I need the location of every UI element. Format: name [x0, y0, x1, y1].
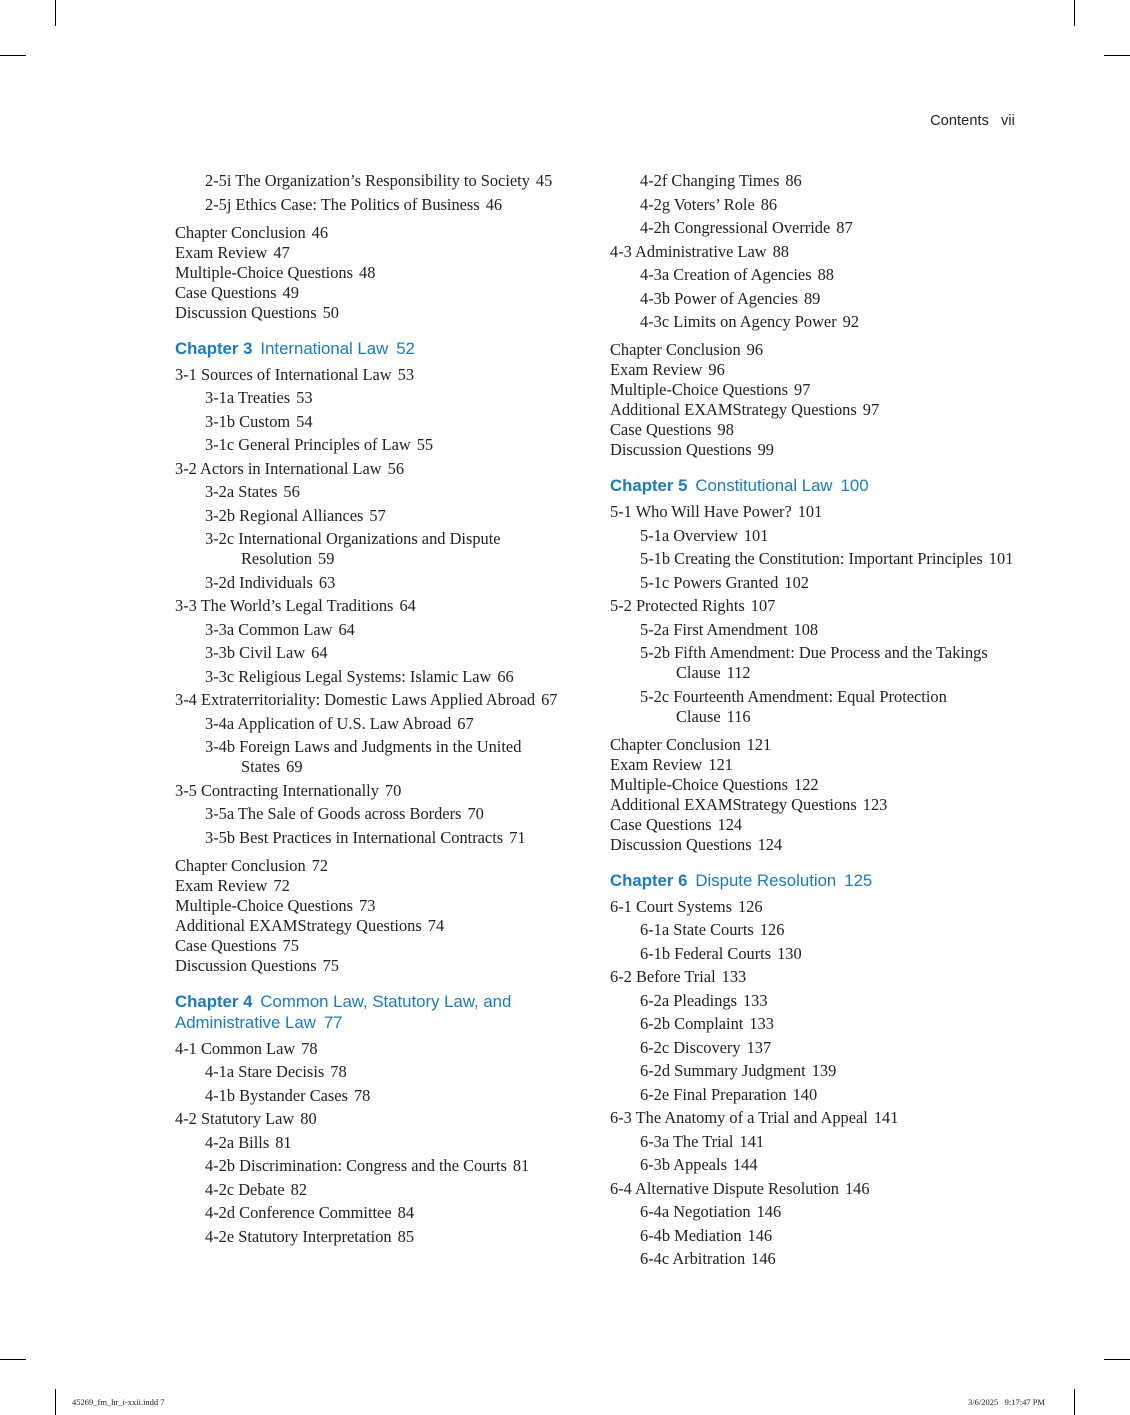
entry-title: Chapter Conclusion — [610, 734, 741, 754]
entry-title: Multiple-Choice Questions — [175, 895, 354, 915]
entry-title: 6-2e Final Preparation — [640, 1084, 787, 1104]
page-ref: 107 — [750, 596, 776, 615]
page-ref: 73 — [359, 895, 376, 915]
page-ref: 121 — [708, 754, 733, 774]
entry-title: 4-2a Bills — [205, 1132, 270, 1152]
slug-filename: 45269_fm_hr_i-xxii.indd 7 — [72, 1397, 165, 1407]
entry-title: Case Questions — [175, 935, 277, 955]
page-ref: 146 — [751, 1249, 776, 1268]
toc-subsection-entry — [610, 1132, 1020, 1152]
toc-subsection-entry — [175, 529, 585, 569]
page-ref: 53 — [397, 364, 415, 384]
entry-title: Exam Review — [175, 875, 268, 895]
crop-mark — [0, 55, 26, 56]
end-matter-entry — [610, 795, 1020, 815]
entry-title: 6-2a Pleadings — [640, 990, 737, 1010]
end-matter-entry — [610, 420, 1020, 440]
entry-title: 3-3c Religious Legal Systems: Islamic Law — [205, 666, 492, 686]
entry-title: Multiple-Choice Questions — [610, 774, 789, 794]
page-ref: 78 — [301, 1038, 318, 1058]
page-ref: 89 — [803, 288, 821, 308]
crop-mark — [55, 0, 56, 26]
entry-title: 3-1c General Principles of Law — [205, 435, 411, 454]
toc-subsection-entry — [175, 667, 585, 687]
page-ref: 49 — [282, 282, 299, 302]
page-ref: 122 — [794, 774, 819, 794]
toc-subsection-entry — [175, 828, 585, 848]
toc-section-entry — [175, 365, 585, 385]
entry-title: 3-2b Regional Alliances — [205, 505, 364, 525]
toc-subsection-entry — [610, 944, 1020, 964]
page-ref: 116 — [726, 706, 751, 726]
entry-title: Discussion Questions — [175, 955, 317, 975]
toc-section-entry — [175, 1039, 585, 1059]
page-ref: 144 — [732, 1155, 758, 1174]
entry-title: Additional EXAMStrategy Questions — [610, 794, 857, 814]
page-ref: 80 — [300, 1109, 317, 1128]
entry-title: Multiple-Choice Questions — [610, 380, 789, 399]
page-ref: 96 — [746, 340, 764, 359]
entry-title: 4-2f Changing Times — [640, 171, 780, 190]
entry-title: 4-1a Stare Decisis — [205, 1062, 325, 1081]
entry-title: Exam Review — [175, 242, 268, 262]
toc-subsection-entry — [610, 1249, 1020, 1269]
page-ref: 81 — [512, 1156, 530, 1175]
entry-title: 3-3b Civil Law — [205, 643, 306, 662]
page-ref: 101 — [743, 525, 769, 545]
entry-title: Case Questions — [610, 420, 712, 439]
page-ref: 78 — [330, 1062, 347, 1081]
toc-subsection-entry — [610, 1202, 1020, 1222]
entry-title: 6-2b Complaint — [640, 1014, 744, 1033]
page-ref: 100 — [840, 476, 869, 495]
toc-right-column — [610, 171, 1020, 1269]
page-ref: 140 — [792, 1084, 818, 1104]
toc-section-entry — [610, 1108, 1020, 1128]
entry-title: 3-1a Treaties — [205, 388, 291, 407]
chapter-title: International Law — [260, 338, 389, 358]
toc-section-entry — [610, 242, 1020, 262]
entry-title: Discussion Questions — [610, 440, 752, 459]
entry-title: 3-5 Contracting Internationally — [175, 780, 379, 800]
entry-title: 3-2a States — [205, 482, 278, 501]
entry-title: 6-4a Negotiation — [640, 1202, 751, 1221]
entry-title: 6-3a The Trial — [640, 1131, 734, 1151]
running-head — [930, 113, 1015, 129]
toc-subsection-entry — [175, 1133, 585, 1153]
entry-title: 4-2c Debate — [205, 1179, 285, 1199]
toc-subsection-entry — [175, 195, 585, 215]
toc-subsection-entry — [610, 920, 1020, 940]
end-matter-entry — [175, 223, 585, 243]
page-ref: 74 — [427, 915, 445, 935]
entry-title: 2-5i The Organization’s Responsibility to Society — [205, 171, 530, 190]
chapter-number: Chapter 4 — [175, 991, 253, 1011]
chapter-title: Dispute Resolution — [695, 870, 837, 890]
page-ref: 46 — [485, 194, 503, 214]
page-ref: 98 — [717, 420, 734, 439]
entry-title: 5-2c Fourteenth Amendment: Equal Protection Clause — [640, 686, 947, 726]
toc-subsection-entry — [610, 1085, 1020, 1105]
page-ref: 77 — [323, 1012, 343, 1032]
entry-title: Chapter Conclusion — [175, 855, 306, 875]
page-ref: 70 — [384, 780, 402, 800]
page-number: vii — [1001, 113, 1015, 129]
entry-title: Case Questions — [610, 814, 712, 834]
entry-title: 5-1b Creating the Constitution: Important Principles — [640, 549, 983, 568]
toc-subsection-entry — [175, 620, 585, 640]
end-matter-entry — [175, 916, 585, 936]
page-ref: 86 — [785, 171, 802, 190]
crop-mark — [0, 1359, 26, 1360]
page-ref: 146 — [844, 1178, 870, 1198]
end-matter-entry — [610, 400, 1020, 420]
entry-title: Discussion Questions — [610, 834, 752, 854]
page-ref: 63 — [318, 572, 336, 592]
chapter-number: Chapter 5 — [610, 476, 688, 495]
toc-subsection-entry — [175, 482, 585, 502]
page-ref: 45 — [535, 171, 553, 190]
entry-title: 6-1 Court Systems — [610, 896, 733, 916]
page-ref: 124 — [717, 814, 743, 834]
entry-title: Additional EXAMStrategy Questions — [610, 400, 857, 419]
end-matter-entry — [175, 896, 585, 916]
entry-title: 6-3b Appeals — [640, 1155, 727, 1174]
crop-mark — [1104, 1359, 1130, 1360]
page-ref: 133 — [742, 990, 768, 1010]
toc-section-entry — [610, 1179, 1020, 1199]
page-ref: 75 — [322, 955, 339, 975]
page-ref: 133 — [749, 1014, 774, 1033]
page-ref: 56 — [283, 482, 300, 501]
page-ref: 130 — [777, 943, 802, 963]
end-matter-entry — [610, 755, 1020, 775]
toc-subsection-entry — [175, 1086, 585, 1106]
crop-mark — [55, 1389, 56, 1415]
entry-title: 4-1 Common Law — [175, 1038, 296, 1058]
entry-title: Chapter Conclusion — [610, 340, 741, 359]
entry-title: 5-1c Powers Granted — [640, 572, 779, 592]
entry-title: 4-3c Limits on Agency Power — [640, 312, 837, 331]
page-ref: 72 — [273, 875, 290, 895]
entry-title: 6-4 Alternative Dispute Resolution — [610, 1178, 839, 1198]
chapter-heading — [175, 991, 585, 1033]
page-ref: 47 — [273, 242, 290, 262]
entry-title: 3-2 Actors in International Law — [175, 458, 382, 478]
entry-title: 5-1a Overview — [640, 525, 738, 545]
entry-title: 4-1b Bystander Cases — [205, 1085, 348, 1105]
toc-section-entry — [610, 596, 1020, 616]
end-matter-entry — [175, 303, 585, 323]
page-ref: 112 — [726, 663, 751, 682]
entry-title: 4-2g Voters’ Role — [640, 194, 755, 214]
page-ref: 121 — [746, 734, 772, 754]
entry-title: 5-2 Protected Rights — [610, 596, 745, 615]
page-ref: 97 — [794, 380, 811, 399]
entry-title: 3-2c International Organizations and Dispute Resolution — [205, 529, 501, 568]
chapter-heading — [610, 475, 1020, 496]
toc-section-entry — [175, 690, 585, 710]
page-ref: 137 — [746, 1037, 772, 1057]
toc-subsection-entry — [175, 737, 585, 777]
entry-title: 6-2d Summary Judgment — [640, 1061, 806, 1080]
page-ref: 146 — [747, 1225, 773, 1245]
end-matter-entry — [610, 380, 1020, 400]
toc-subsection-entry — [175, 1203, 585, 1223]
end-matter-entry — [175, 956, 585, 976]
entry-title: 5-2a First Amendment — [640, 619, 788, 639]
toc-subsection-entry — [610, 687, 1020, 727]
page-ref: 64 — [338, 619, 355, 639]
toc-section-entry — [175, 1109, 585, 1129]
toc-section-entry — [175, 781, 585, 801]
toc-subsection-entry — [610, 312, 1020, 332]
toc-subsection-entry — [175, 1180, 585, 1200]
toc-section-entry — [175, 596, 585, 616]
entry-title: 3-5b Best Practices in International Contracts — [205, 827, 504, 847]
page-ref: 64 — [399, 596, 416, 615]
page-ref: 108 — [793, 619, 819, 639]
toc-left-column — [175, 171, 585, 1247]
page-ref: 97 — [862, 400, 880, 419]
page-ref: 85 — [397, 1226, 415, 1246]
entry-title: 6-2 Before Trial — [610, 967, 716, 986]
page-ref: 57 — [369, 505, 386, 525]
page-ref: 101 — [988, 549, 1014, 568]
page-ref: 78 — [353, 1085, 371, 1105]
page-ref: 71 — [509, 827, 526, 847]
entry-title: 3-4a Application of U.S. Law Abroad — [205, 713, 452, 733]
page-ref: 69 — [286, 757, 303, 776]
toc-subsection-entry — [610, 1226, 1020, 1246]
entry-title: 3-3a Common Law — [205, 619, 333, 639]
toc-subsection-entry — [610, 526, 1020, 546]
page-ref: 124 — [757, 834, 783, 854]
page-ref: 87 — [836, 218, 853, 237]
entry-title: 6-2c Discovery — [640, 1037, 741, 1057]
page-ref: 133 — [721, 967, 747, 986]
crop-mark — [1104, 55, 1130, 56]
end-matter-entry — [175, 243, 585, 263]
entry-title: Chapter Conclusion — [175, 222, 306, 242]
page-ref: 59 — [318, 549, 335, 568]
toc-section-entry — [610, 897, 1020, 917]
page-ref: 50 — [322, 302, 339, 322]
page-ref: 75 — [282, 935, 299, 955]
toc-subsection-entry — [175, 643, 585, 663]
entry-title: Multiple-Choice Questions — [175, 262, 354, 282]
end-matter-entry — [610, 835, 1020, 855]
page-ref: 67 — [457, 713, 474, 733]
page-ref: 126 — [738, 896, 763, 916]
page-ref: 123 — [862, 794, 888, 814]
page-ref: 125 — [844, 870, 873, 890]
toc-section-entry — [175, 459, 585, 479]
entry-title: 5-2b Fifth Amendment: Due Process and the Takings Clause — [640, 643, 988, 682]
end-matter-entry — [175, 876, 585, 896]
entry-title: 4-3a Creation of Agencies — [640, 265, 812, 284]
toc-subsection-entry — [610, 1038, 1020, 1058]
entry-title: Exam Review — [610, 754, 703, 774]
entry-title: 3-3 The World’s Legal Traditions — [175, 596, 394, 615]
page-ref: 126 — [759, 920, 785, 939]
entry-title: 3-4b Foreign Laws and Judgments in the United States — [205, 737, 522, 776]
entry-title: 6-4c Arbitration — [640, 1249, 746, 1268]
toc-subsection-entry — [610, 549, 1020, 569]
entry-title: 3-1b Custom — [205, 411, 291, 431]
entry-title: 3-5a The Sale of Goods across Borders — [205, 804, 462, 823]
end-matter-entry — [610, 360, 1020, 380]
toc-subsection-entry — [610, 195, 1020, 215]
entry-title: Case Questions — [175, 282, 277, 302]
slug-timestamp: 3/6/2025 9:17:47 PM — [968, 1397, 1045, 1407]
toc-subsection-entry — [175, 714, 585, 734]
end-matter-entry — [610, 440, 1020, 460]
page-ref: 84 — [397, 1203, 415, 1222]
page-ref: 70 — [467, 804, 484, 823]
toc-section-entry — [610, 502, 1020, 522]
page-ref: 141 — [873, 1108, 899, 1127]
toc-subsection-entry — [610, 573, 1020, 593]
crop-mark — [1074, 1389, 1075, 1415]
entry-title: 5-1 Who Will Have Power? — [610, 502, 792, 521]
chapter-heading — [610, 870, 1020, 891]
page-ref: 72 — [311, 855, 329, 875]
page-ref: 81 — [275, 1132, 292, 1152]
entry-title: 2-5j Ethics Case: The Politics of Business — [205, 194, 480, 214]
toc-subsection-entry — [175, 171, 585, 191]
toc-subsection-entry — [610, 171, 1020, 191]
entry-title: 3-1 Sources of International Law — [175, 364, 392, 384]
end-matter-entry — [175, 936, 585, 956]
toc-subsection-entry — [175, 435, 585, 455]
end-matter-entry — [610, 735, 1020, 755]
toc-subsection-entry — [175, 1227, 585, 1247]
entry-title: 4-2b Discrimination: Congress and the Courts — [205, 1156, 507, 1175]
toc-subsection-entry — [610, 991, 1020, 1011]
toc-section-entry — [610, 967, 1020, 987]
chapter-number: Chapter 6 — [610, 870, 688, 890]
page-ref: 86 — [760, 194, 778, 214]
page-ref: 88 — [772, 241, 789, 261]
page-ref: 82 — [290, 1179, 308, 1199]
page-ref: 102 — [784, 572, 809, 592]
page-ref: 139 — [811, 1061, 837, 1080]
end-matter-entry — [610, 815, 1020, 835]
toc-subsection-entry — [610, 620, 1020, 640]
running-head-title: Contents — [930, 113, 989, 129]
page-ref: 46 — [311, 222, 329, 242]
entry-title: Additional EXAMStrategy Questions — [175, 915, 422, 935]
page-ref: 66 — [497, 666, 514, 686]
toc-subsection-entry — [610, 643, 1020, 683]
entry-title: 3-4 Extraterritoriality: Domestic Laws Applied Abroad — [175, 690, 536, 709]
entry-title: 4-2e Statutory Interpretation — [205, 1226, 392, 1246]
end-matter-entry — [175, 856, 585, 876]
toc-subsection-entry — [175, 1156, 585, 1176]
entry-title: 6-1a State Courts — [640, 920, 754, 939]
end-matter-entry — [610, 340, 1020, 360]
page-ref: 92 — [842, 312, 860, 331]
toc-subsection-entry — [175, 804, 585, 824]
toc-subsection-entry — [175, 573, 585, 593]
chapter-title: Common Law, Statutory Law, and Administrative Law — [175, 991, 512, 1032]
toc-subsection-entry — [175, 1062, 585, 1082]
page-ref: 141 — [739, 1131, 765, 1151]
entry-title: Exam Review — [610, 360, 703, 379]
toc-subsection-entry — [610, 1061, 1020, 1081]
page-ref: 88 — [817, 265, 834, 284]
page-ref: 64 — [311, 643, 328, 662]
page-ref: 53 — [296, 388, 313, 407]
toc-subsection-entry — [175, 506, 585, 526]
crop-mark — [1074, 0, 1075, 26]
page-ref: 67 — [541, 690, 558, 709]
page-ref: 48 — [359, 262, 376, 282]
entry-title: 6-4b Mediation — [640, 1225, 742, 1245]
page-ref: 99 — [757, 440, 774, 459]
entry-title: 4-2d Conference Committee — [205, 1203, 392, 1222]
page-ref: 52 — [396, 338, 415, 358]
toc-subsection-entry — [610, 218, 1020, 238]
chapter-title: Constitutional Law — [695, 476, 833, 495]
toc-subsection-entry — [175, 412, 585, 432]
end-matter-entry — [175, 263, 585, 283]
page-ref: 54 — [296, 411, 313, 431]
entry-title: 4-2 Statutory Law — [175, 1109, 295, 1128]
entry-title: 6-1b Federal Courts — [640, 943, 772, 963]
entry-title: Discussion Questions — [175, 302, 317, 322]
toc-subsection-entry — [610, 289, 1020, 309]
entry-title: 4-2h Congressional Override — [640, 218, 831, 237]
page-ref: 146 — [756, 1202, 782, 1221]
chapter-heading — [175, 338, 585, 359]
toc-subsection-entry — [610, 265, 1020, 285]
end-matter-entry — [610, 775, 1020, 795]
entry-title: 3-2d Individuals — [205, 572, 313, 592]
toc-subsection-entry — [175, 388, 585, 408]
chapter-number: Chapter 3 — [175, 338, 253, 358]
toc-subsection-entry — [610, 1014, 1020, 1034]
page-ref: 55 — [416, 435, 434, 454]
page-ref: 101 — [797, 502, 823, 521]
entry-title: 4-3b Power of Agencies — [640, 288, 798, 308]
toc-subsection-entry — [610, 1155, 1020, 1175]
entry-title: 4-3 Administrative Law — [610, 241, 767, 261]
page-ref: 56 — [387, 458, 405, 478]
end-matter-entry — [175, 283, 585, 303]
page-ref: 96 — [708, 360, 725, 379]
entry-title: 6-3 The Anatomy of a Trial and Appeal — [610, 1108, 868, 1127]
